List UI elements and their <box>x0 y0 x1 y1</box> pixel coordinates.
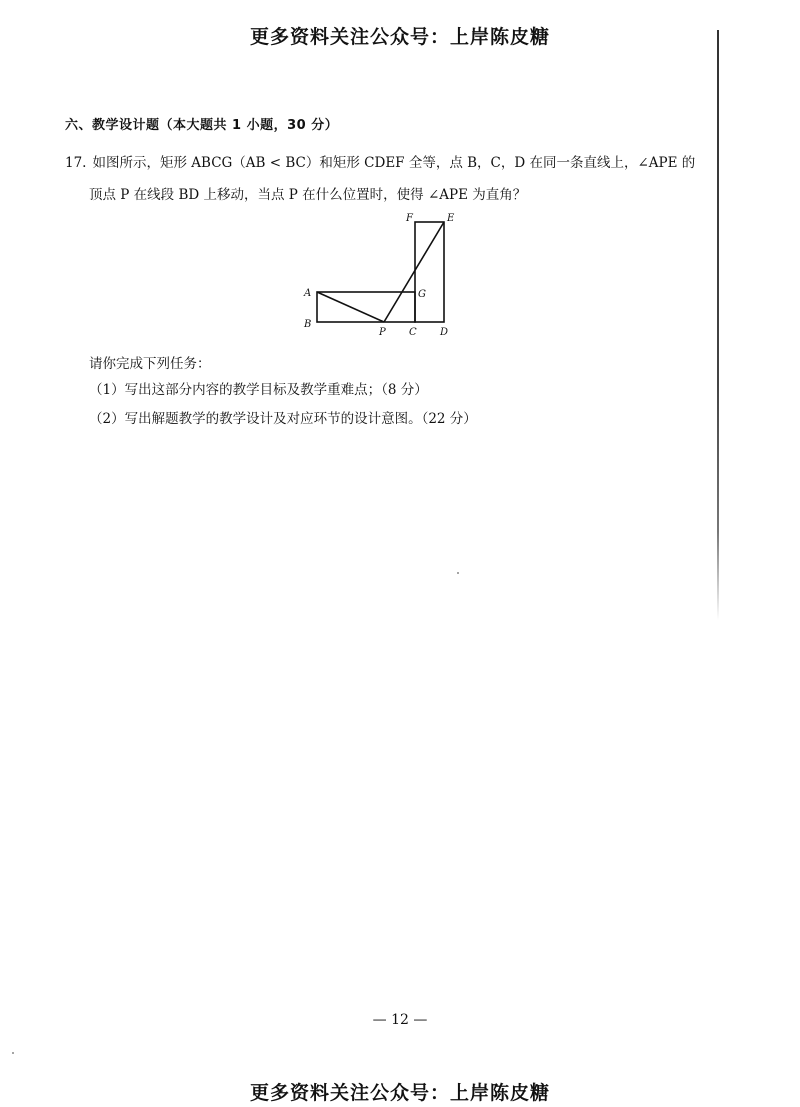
question-line-2: 顶点 P 在线段 BD 上移动，当点 P 在什么位置时，使得 ∠APE 为直角？ <box>89 187 527 203</box>
label-d: D <box>440 327 449 338</box>
label-g: G <box>418 289 426 300</box>
label-b: B <box>304 319 312 330</box>
segment-pe <box>384 222 444 322</box>
question-number: 17. <box>65 155 87 171</box>
label-p: P <box>379 327 386 338</box>
rectangle-cdef <box>415 222 444 322</box>
question-line-1 <box>65 154 695 172</box>
task-item: （2）写出解题教学的教学设计及对应环节的设计意图。（22 分） <box>89 411 477 427</box>
label-f: F <box>406 213 413 224</box>
scan-speck <box>12 1052 14 1054</box>
scan-speck <box>457 572 459 574</box>
page-number: — 12 — <box>372 1012 428 1028</box>
task-intro: 请你完成下列任务： <box>89 356 211 372</box>
label-e: E <box>447 213 455 224</box>
segment-ap <box>317 292 384 322</box>
header-banner: 更多资料关注公众号：上岸陈皮糖 <box>249 26 550 48</box>
geometry-diagram <box>296 208 466 340</box>
geometry-figure <box>296 208 466 340</box>
question-text-line-1: 如图所示，矩形 ABCG（AB < BC）和矩形 CDEF 全等，点 B，C，D 在同一条直线上，∠APE 的 <box>92 155 696 171</box>
task-item: （1）写出这部分内容的教学目标及教学重难点；（8 分） <box>89 382 428 398</box>
rectangle-abcg <box>317 292 415 322</box>
scan-edge-shadow <box>717 30 719 620</box>
section-heading: 六、教学设计题（本大题共 1 小题，30 分） <box>65 118 339 133</box>
footer-banner: 更多资料关注公众号：上岸陈皮糖 <box>249 1082 550 1104</box>
label-c: C <box>409 327 417 338</box>
label-a: A <box>304 288 312 299</box>
